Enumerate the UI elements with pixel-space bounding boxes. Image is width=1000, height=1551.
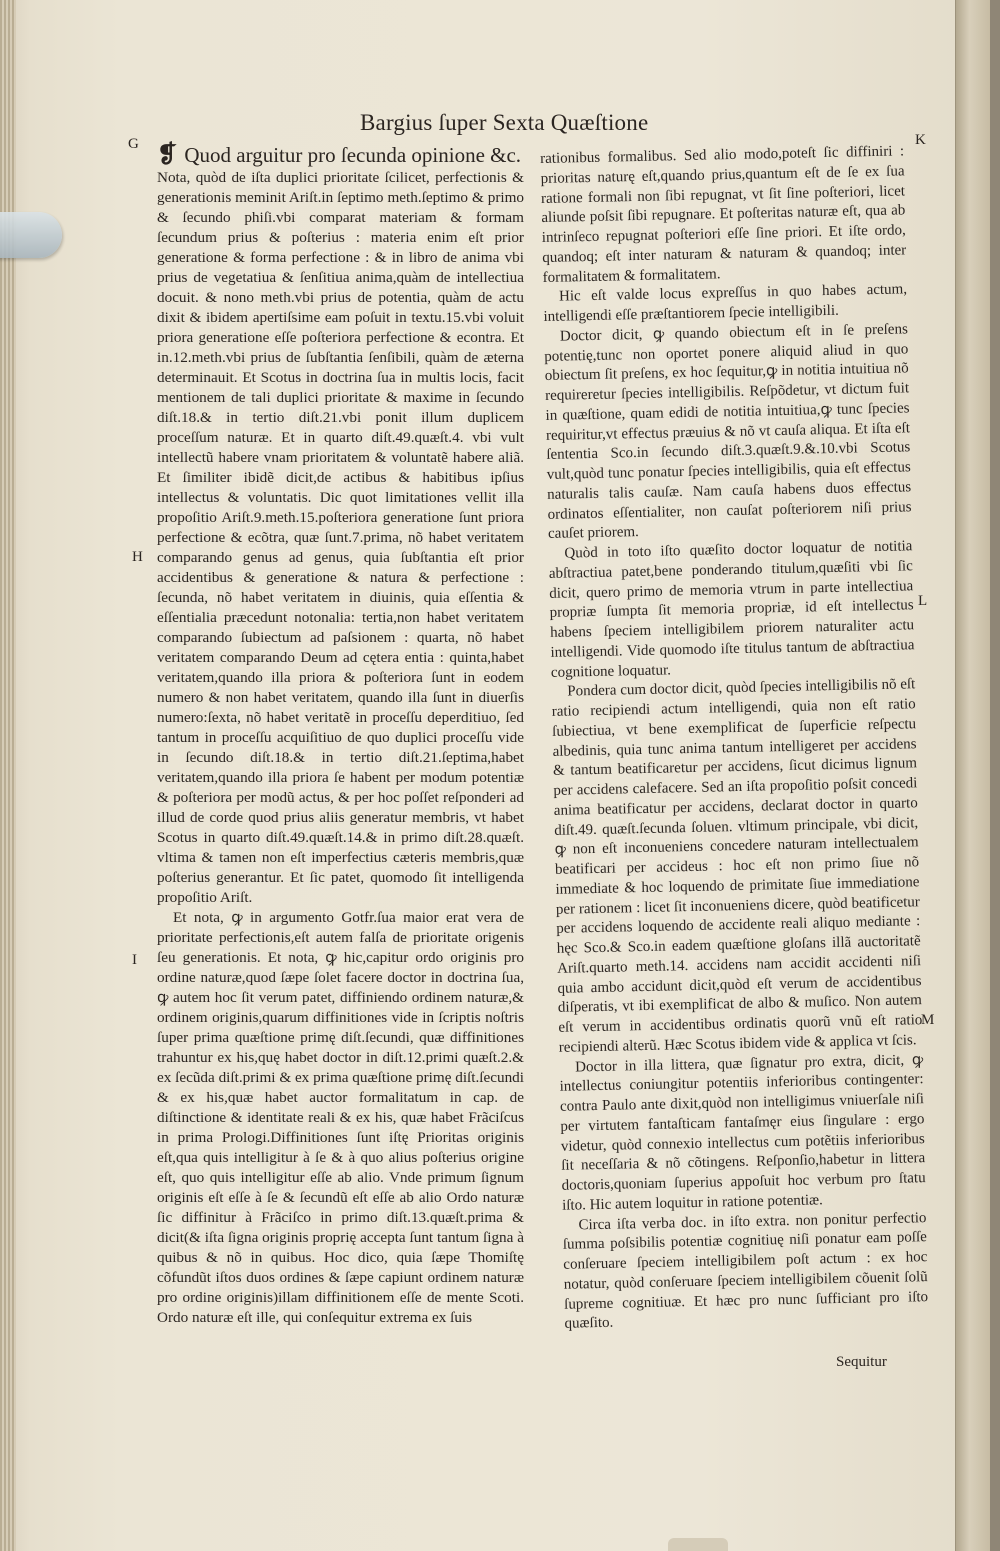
left-column xyxy=(157,142,524,1328)
paragraph: Nota, quòd de iſta duplici prioritate ſcilicet, perfectionis & generationis meminit Ariſt.in ſeptimo meth.ſeptimo & primo & ſecundo phiſi.vbi comparat materiam & formam ſecundum prius & poſterius : materia enim eſt prior generatione & forma perfectione : & in libro de anima vbi prius de vegetatiua & ſenſitiua anima,quàm de intellectiua docuit. & nono meth.vbi prius de potentia, quàm de actu dixit & ibidem apertiſsime eam poſuit in textu.15.vbi voluit priora generatione eſſe poſteriora perfectione & econtra. Et in.12.meth.vbi prius de ſubſtantia ſenſibili, quàm de æterna determinauit. Et Scotus in doctrina ſua in multis locis, facit mentionem de tali duplici prioritate & maxime in ſecundo diſt.18.& in tertio diſt.21.vbi ponit illum duplicem proceſſum naturæ. Et in quarto diſt.49.quæſt.4. vbi vult intellectũ habere vnam prioritatem & voluntatẽ habere aliã. Et ſimiliter ibidẽ dicit,de actibus & habitibus ipſius intellectus & voluntatis. Dic quot limitationes vellit illa propoſitio Ariſt.9.meth.15.poſteriora generatione ſunt priora perfectione & ecõtra, quæ ſunt.7.prima, nõ habet veritatem comparando genus ad genus, quia ſubſtantia eſt prior accidentibus & generatione & natura & perfectione : ſecunda, nõ habet veritatem in diuinis, quia eſſentia & eſſentialia præcedunt notonalia: tertia,non habet veritatem comparando ſubiectum ad paſsionem : quarta, nõ habet veritatem comparando Deum ad cętera entia : quinta,habet veritatem,quando illa priora & poſteriora ſunt in eodem numero & non habet veritatem, quando illa ſunt in diuerſis numero:ſexta, nõ habet veritatẽ in proceſſu deperditiuo, ſed tantum in proceſſu acquiſitiuo de quo duplici proceſſu vide in ſecundo diſt.18.& in tertio diſt.21.ſeptima,habet veritatem,quando illa priora ſe habent per modum potentiæ & poſteriora per modũ actus, & per hoc poſſet reſponderi ad illud de corde quod prius aliis generatur membris, vt habet Scotus in quarto diſt.49.quæſt.14.& in primo diſt.28.quæſt. vltima & tamen non eſt imperfectius cæteris membris,quæ poſterius generantur. Et ſic patet, quomodo ſit intelligenda propoſitio Ariſt. xyxy=(157,169,524,906)
running-head: Bargius ſuper Sexta Quæſtione xyxy=(360,110,649,135)
page-clip xyxy=(0,212,62,258)
section-heading xyxy=(157,142,524,168)
margin-letter-m: M xyxy=(921,1012,935,1028)
paragraph: Quòd in toto iſto quæſito doctor loquatur de notitia abſtractiua patet,bene ponderando titulum,quæſiti vbi ſic dicit, quero primo de memoria vtrum in parte intellectiua propriæ ſumpta ſit memoria propriæ, id eſt intellectus habens ſpeciem intelligibilem priorem naturaliter actu intelligendi. Vide quomodo iſte titulus tantum de abſtractiua cognitione loquatur. xyxy=(548,538,915,681)
paragraph: rationibus formalibus. Sed alio modo,poteſt ſic diffiniri : prioritas naturę eſt,quando prius,quantum eſt de ſe ex ſua ratione formali non ſibi repugnat, vt ſit ſine poſteriori, licet aliunde poſsit ſibi repugnare. Et poſteritas naturæ eſt, qua ab intrinſeco repugnat poſteriori eſſe ſine priori. Et iſte ordo, quandoq; eſt inter naturam & naturam & quandoq; inter formalitatem & formalitatem. xyxy=(540,143,907,286)
margin-letter-k: K xyxy=(915,132,926,148)
margin-letter-g: G xyxy=(128,136,139,152)
margin-letter-h: H xyxy=(132,549,143,565)
paragraph: Doctor dicit, ꝙ quando obiectum eſt in ſe preſens potentię,tunc non oportet ponere aliquid aliud in quo obiectum ſit preſens, ex hoc ſequitur,ꝙ in notitia intuitiua nõ requireretur ſpecies intelligibilis. Reſpõdetur, vt dictum fuit in quæſtione, quam edidi de notitia intuitiua,ꝙ tunc ſpecies requiritur,vt effectus præuius & nõ vt cauſa aliqua. Et iſta eſt ſententia Sco.in ſecundo diſt.3.quæſt.9.&.10.vbi Scotus vult,quòd tunc ponatur ſpecies intelligibilis, quia eſt effectus naturalis talis cauſæ. Nam cauſa habens duos effectus ordinatos eſſentialiter, non cauſat poſteriorem niſi prius cauſet priorem. xyxy=(544,321,912,543)
paragraph: Pondera cum doctor dicit, quòd ſpecies intelligibilis nõ eſt ratio recipiendi actum intelligendi, quia non eſt ratio ſubiectiua, vt bene exemplificat de ſuperficie reſpectu albedinis, quia tunc anima tantum intelligeret per accidens & tantum beatificaretur per accidens, ſicut dicimus lignum per accidens calefacere. Sed an iſta propoſitio poſsit concedi anima beatificatur per accidens, declarat doctor in quarto diſt.49. quæſt.ſecunda ſoluen. vltimum principale, vbi dicit, ꝙ non eſt inconueniens concedere naturam intellectualem beatificari per accideus : hoc eſt non primo ſiue nõ immediate & hoc loquendo de primitate ſiue immediatione per rationem : licet ſit inconueniens dicere, quòd beatificetur per accidens loquendo de accidente reali aliquo mediante : hęc Sco.& Sco.in eadem quæſtione gloſans illã auctoritatẽ Ariſt.quarto meth.14. accidens nam accidit accidenti niſi quia ambo accidunt dicit,quòd eſt verum de accidentibus diſperatis, vt ibi exemplificat de albo & muſico. Non autem eſt verum in accidentibus ordinatis quorũ vnũ eſt ratio recipiendi alterũ. Hæc Scotus ibidem vide & applica vt ſcis. xyxy=(551,676,923,1056)
margin-letter-l: L xyxy=(918,593,928,609)
paragraph: Et nota, ꝙ in argumento Gotfr.ſua maior erat vera de prioritate perfectionis,eſt autem falſa de prioritate origenis ſeu generationis. Et nota, ꝙ hic,capitur ordo originis pro ordine naturæ,quod ſæpe ſolet facere doctor in doctrina ſua, ꝙ autem hoc ſit verum patet, diffiniendo ordinem naturæ,& ordinem originis,quarum diffinitiones vide in ſcriptis noſtris ſuper prima quæſtione primę diſt.ſecundi, quæ diffinitiones trahuntur ex his,quę habet doctor in diſt.12.primi quæſt.2.& ex ſecũda diſt.primi & ex prima quæſtione primę diſt.ſecundi & ex his,quæ habet auctor formalitatum in cap. de diſtinctione & identitate reali & ex his, quæ habet Frãciſcus in prima Prologi.Diffinitiones ſunt iſtę Prioritas originis eſt,qua quis intelligitur à ſe & à quo alius poſterius origine eſt, quo quis intelligitur eſſe ab alio. Vnde primum ſignum originis eſt eſſe à ſe & ſecundũ eſt eſſe ab alio Ordo naturæ ſic diffinitur à Frãciſco in primo diſt.13.quæſt.prima & dicit(& iſta ſigna originis proprię accepta ſunt tantum ſigna à quibus & nõ in quibus. Hoc dico, quia ſæpe Thomiſtę cõfundũt iſtos duos ordines & ſæpe capiunt ordinem naturæ pro ordine originis)illam diffinitionem eſſe de mente Scoti. Ordo naturæ eſt ille, qui conſequitur extrema ex ſuis xyxy=(157,909,524,1326)
catchword: Sequitur xyxy=(836,1354,887,1370)
pilcrow-icon: ❡ xyxy=(157,142,178,168)
paragraph: Circa iſta verba doc. in iſto extra. non ponitur perfectio ſumma poſsibilis potentiæ cognitiuę niſi ponatur eam poſſe conſeruare ſpeciem intelligibilem poſt actum : ex hoc notatur, quòd conſeruare ſpeciem intelligibilem cõuenit ſolũ ſupreme cognitiuæ. Et hæc pro nunc ſufficiant pro iſto quæſito. xyxy=(562,1209,929,1332)
margin-letter-i: I xyxy=(132,952,137,968)
heading-text: Quod arguitur pro ſecunda opinione &c. xyxy=(184,143,522,167)
paragraph: Hic eſt valde locus expreſſus in quo habes actum, intelligendi eſſe præſtantiorem ſpecie intelligibili. xyxy=(543,281,908,325)
bookmark-tab xyxy=(668,1538,728,1551)
facing-page-edge xyxy=(955,0,990,1551)
right-column xyxy=(540,142,929,1334)
paragraph: Doctor in illa littera, quæ ſignatur pro extra, dicit, ꝙ intellectus coniungitur potentiis inferioribus contingenter: contra Paulo ante dixit,quòd non intelligimus vniuerſale niſi per virtutem fantaſticam fantaſmęr eius ſingulare : ergo videtur, quòd connexio intellectus cum potẽtiis inferioribus ſit neceſſaria & nõ cõtingens. Reſponſio,habetur in littera doctoris,quoniam ſuperius appoſuit hoc verbum pro ſtatu iſto. Hic autem loquitur in ratione potentiæ. xyxy=(559,1051,926,1214)
